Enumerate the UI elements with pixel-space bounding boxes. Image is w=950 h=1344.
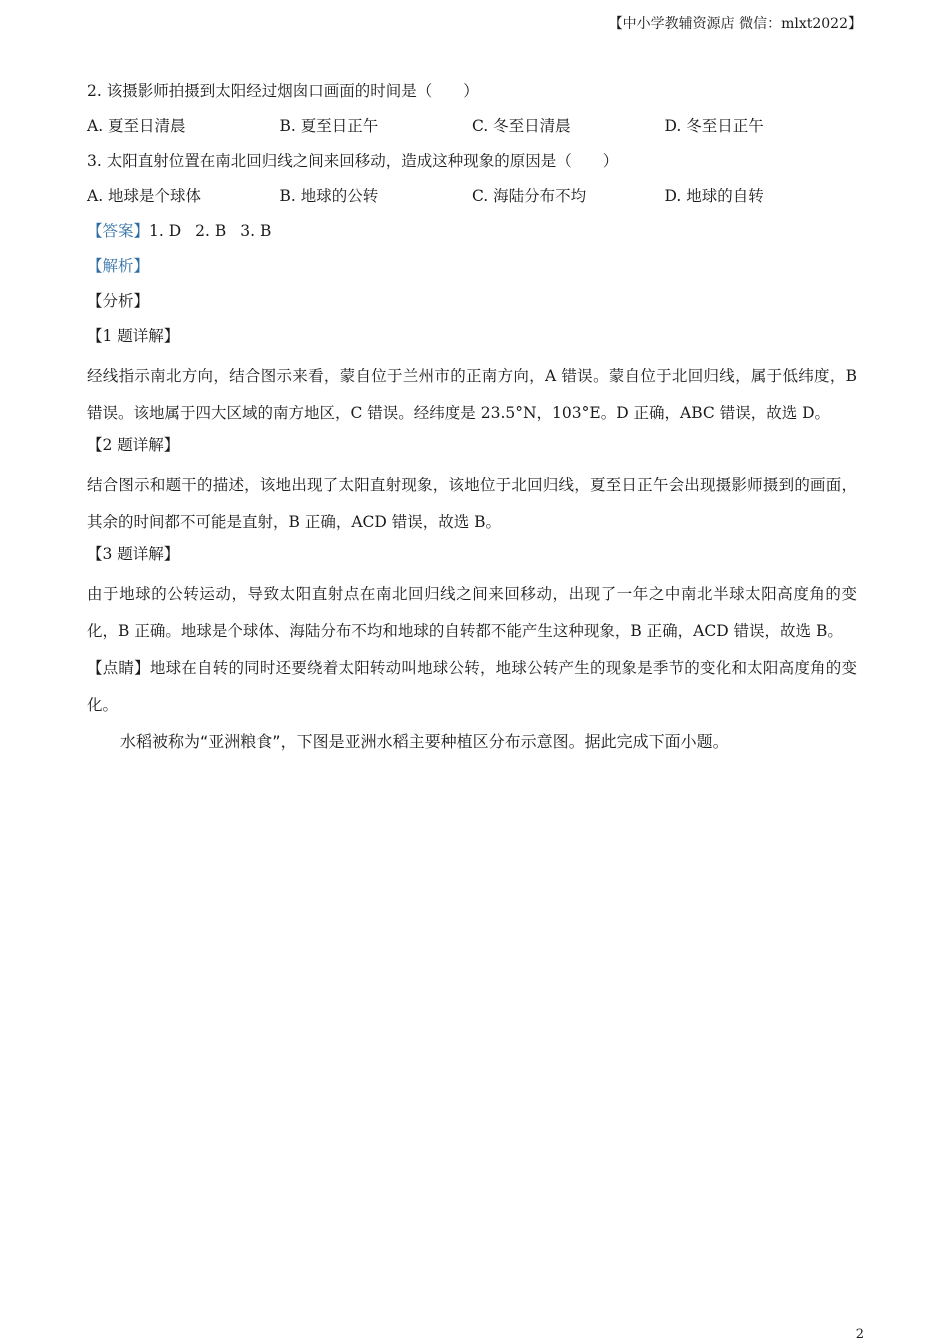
- question-3-option-a: A. 地球是个球体: [87, 187, 202, 205]
- question-2-option-d: D. 冬至日正午: [664, 117, 764, 135]
- answer-item-1: 1. D: [149, 222, 182, 240]
- answer-line: [87, 218, 857, 253]
- question-2-option-b: B. 夏至日正午: [279, 117, 379, 135]
- detail-2-text: 结合图示和题干的描述，该地出现了太阳直射现象，该地位于北回归线，夏至日正午会出现摄影师摄到的画面，其余的时间都不可能是直射，B 正确，ACD 错误，故选 B。: [87, 476, 857, 531]
- dianjing-label: 【点睛】: [87, 659, 150, 677]
- question-3-option-c: C. 海陆分布不均: [472, 187, 587, 205]
- detail-3-title: 【3 题详解】: [87, 545, 180, 563]
- dianjing-text: 地球在自转的同时还要绕着太阳转动叫地球公转，地球公转产生的现象是季节的变化和太阳高度角的变化。: [87, 659, 857, 714]
- detail-1-title: 【1 题详解】: [87, 327, 180, 345]
- answer-item-3: 3. B: [240, 222, 272, 240]
- next-question-intro: 水稻被称为“亚洲粮食”，下图是亚洲水稻主要种植区分布示意图。据此完成下面小题。: [120, 732, 729, 751]
- detail-3-text: 由于地球的公转运动，导致太阳直射点在南北回归线之间来回移动，出现了一年之中南北半球太阳高度角的变化，B 正确。地球是个球体、海陆分布不均和地球的自转都不能产生这种现象，B 正确，ACD 错误，故选 B。: [87, 585, 857, 640]
- question-2-stem: 2. 该摄影师拍摄到太阳经过烟囱口画面的时间是（ ）: [87, 82, 479, 100]
- question-3-options: [87, 183, 857, 218]
- fenxi-label: 【分析】: [87, 292, 150, 310]
- detail-1-text: 经线指示南北方向，结合图示来看，蒙自位于兰州市的正南方向，A 错误。蒙自位于北回归线，属于低纬度，B 错误。该地属于四大区域的南方地区，C 错误。经纬度是 23.5°N，103°E。D 正确，ABC 错误，故选 D。: [87, 367, 857, 422]
- question-3-option-b: B. 地球的公转: [279, 187, 379, 205]
- page-number: 2: [855, 1327, 864, 1342]
- analysis-label: 【解析】: [87, 257, 150, 275]
- question-2-option-c: C. 冬至日清晨: [472, 117, 571, 135]
- answer-label: 【答案】: [87, 222, 150, 240]
- page-header: 【中小学教辅资源店 微信：mlxt2022】: [608, 16, 862, 32]
- document-body: [87, 78, 857, 762]
- question-2-options: [87, 113, 857, 148]
- answer-item-2: 2. B: [195, 222, 227, 240]
- question-3-stem: 3. 太阳直射位置在南北回归线之间来回移动，造成这种现象的原因是（ ）: [87, 152, 619, 170]
- detail-2-title: 【2 题详解】: [87, 436, 180, 454]
- dianjing-paragraph: [87, 650, 857, 724]
- question-3-option-d: D. 地球的自转: [664, 187, 764, 205]
- question-2-option-a: A. 夏至日清晨: [87, 117, 186, 135]
